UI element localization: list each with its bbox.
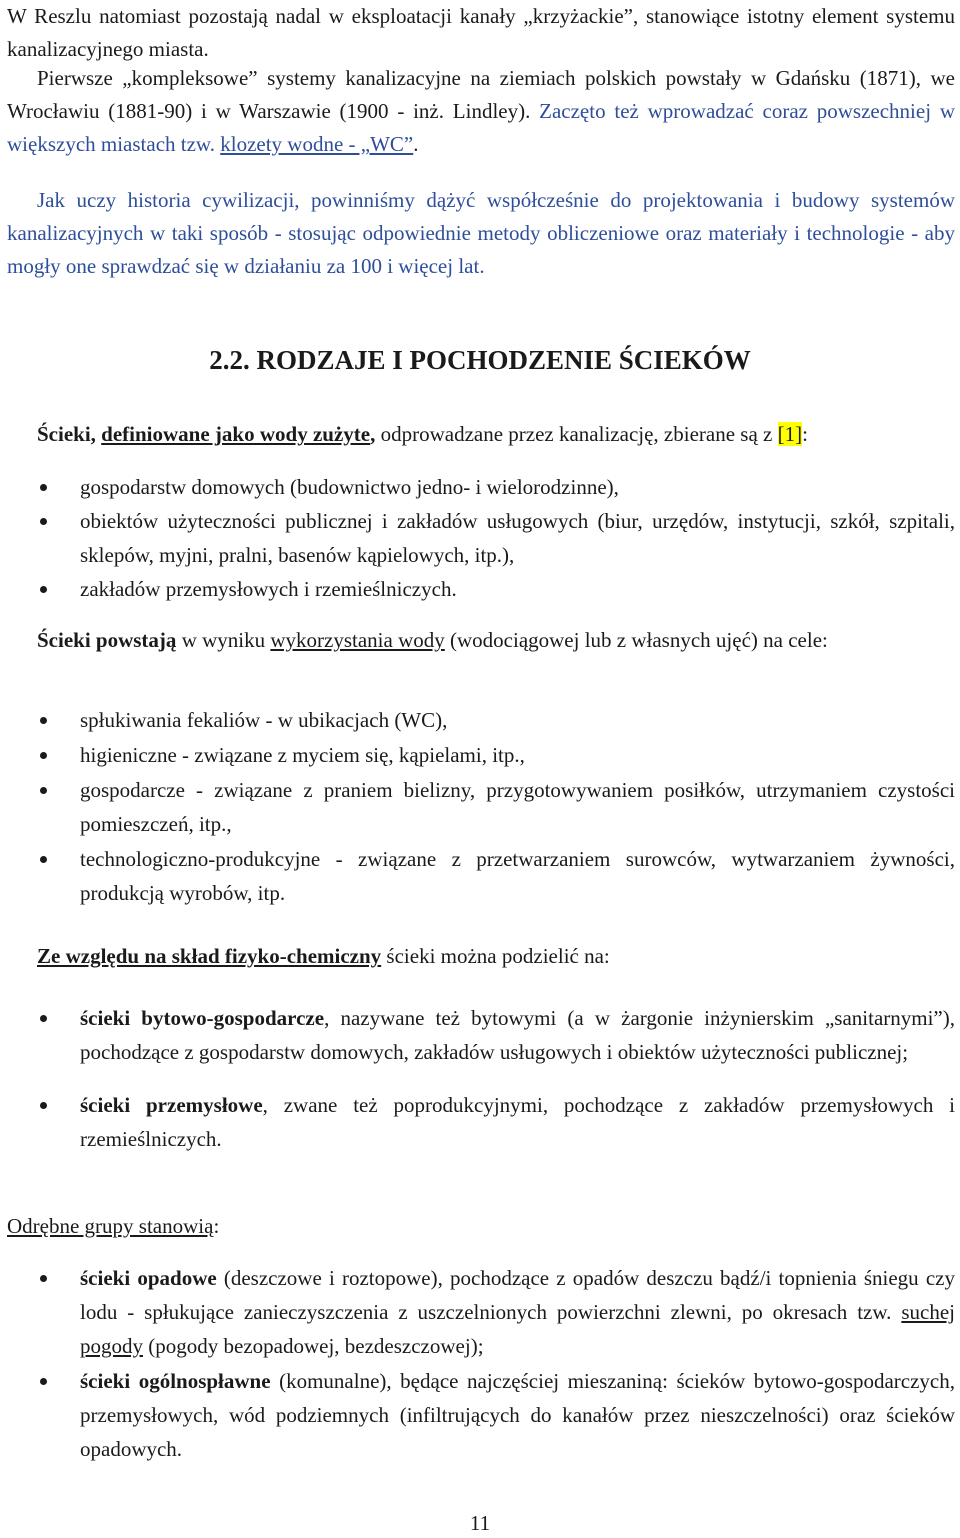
bullet-icon (40, 752, 47, 759)
list-item-text: (komunalne), będące najczęściej mieszaniną: ścieków bytowo-gospodarczych, przemysłowych, wód podziemnych (infiltrujących do kanałów przez nieszczelności) oraz ścieków opadowych. (80, 1369, 955, 1461)
list-item (0, 703, 960, 737)
definition-rest: odprowadzane przez kanalizację, zbierane są z (375, 422, 778, 446)
section-heading: 2.2. RODZAJE I POCHODZENIE ŚCIEKÓW (209, 345, 751, 375)
list-item (0, 1001, 960, 1069)
wc-intro-text: Zaczęto też wprowadzać coraz powszechniej w większych miastach tzw. (7, 99, 955, 156)
list-item-text: gospodarcze - związane z praniem bielizny, przygotowywaniem posiłków, utrzymaniem czystości pomieszczeń, itp., (80, 778, 955, 836)
list-item-text: , zwane też poprodukcyjnymi, pochodzące z zakładów przemysłowych i rzemieślniczych. (80, 1093, 955, 1151)
paragraph-history: Jak uczy historia cywilizacji, powinniśmy dążyć współcześnie do projektowania i budowy systemów kanalizacyjnych w taki sposób - stosując odpowiednie metody obliczeniowe oraz materiały i technologie - aby mogły one sprawdzać się w działaniu za 100 i więcej lat. (7, 188, 955, 278)
list-item-bold: ścieki bytowo-gospodarcze (80, 1006, 325, 1030)
bullet-icon (40, 484, 47, 491)
list-item-bold: ścieki opadowe (80, 1266, 217, 1290)
composition-rest: ścieki można podzielić na: (381, 944, 610, 968)
list-item-text-end: (pogody bezopadowej, bezdeszczowej); (143, 1334, 484, 1358)
purposes-list (0, 703, 960, 910)
wc-end: . (413, 132, 419, 156)
list-item-bold: ścieki przemysłowe (80, 1093, 263, 1117)
list-item (0, 504, 960, 572)
origin-text1: w wyniku (176, 628, 271, 652)
origin-lead (7, 624, 955, 657)
groups-link[interactable]: Odrębne grupy stanowią (7, 1214, 214, 1238)
origin-bold: Ścieki powstają (37, 628, 177, 652)
groups-heading (7, 1210, 955, 1243)
wc-link[interactable]: klozety wodne - „WC” (220, 132, 414, 156)
composition-heading (7, 940, 955, 973)
list-item (0, 773, 960, 841)
list-item-text: technologiczno-produkcyjne - związane z przetwarzaniem surowców, wytwarzaniem żywności, produkcją wyrobów, itp. (80, 847, 955, 905)
list-item (0, 1261, 960, 1363)
origin-text2: (wodociągowej lub z własnych ujęć) na cele: (444, 628, 828, 652)
groups-colon: : (213, 1214, 220, 1238)
list-item (0, 738, 960, 772)
bullet-icon (40, 717, 47, 724)
composition-list (0, 1001, 960, 1156)
first-systems-text: Pierwsze „kompleksowe” systemy kanalizacyjne na ziemiach polskich powstały w Gdańsku (1871), we Wrocławiu (1881-90) i w Warszawie (1900 - inż. Lindley). (7, 66, 955, 123)
list-item-bold: ścieki ogólnospławne (80, 1369, 271, 1393)
list-item-text: higieniczne - związane z myciem się, kąpielami, itp., (80, 743, 525, 767)
definition-lead (7, 418, 955, 451)
paragraph-first-systems (7, 62, 955, 161)
origin-link[interactable]: wykorzystania wody (270, 628, 445, 652)
groups-list (0, 1261, 960, 1466)
list-item-text: zakładów przemysłowych i rzemieślniczych. (80, 577, 457, 601)
definition-link[interactable]: definiowane jako wody zużyte (101, 422, 371, 446)
definition-colon: : (802, 422, 808, 446)
bullet-icon (40, 586, 47, 593)
sources-list (0, 470, 960, 606)
definition-bold: Ścieki, (37, 422, 102, 446)
dry-weather-link[interactable]: suchej pogody (80, 1300, 955, 1358)
list-item-text: gospodarstw domowych (budownictwo jedno- i wielorodzinne), (80, 475, 619, 499)
bullet-icon (40, 518, 47, 525)
bullet-icon (40, 1015, 47, 1022)
list-item (0, 1364, 960, 1466)
list-item (0, 1088, 960, 1156)
list-item-text: (deszczowe i roztopowe), pochodzące z opadów deszczu bądź/i topnienia śniegu czy lodu - spłukujące zanieczyszczenia z uszczelnionych powierzchni zlewni, po okresach tzw. (80, 1266, 955, 1324)
bullet-icon (40, 1275, 47, 1282)
list-item-text: , nazywane też bytowymi (a w żargonie inżynierskim „sanitarnymi”), pochodzące z gospodarstw domowych, zakładów usługowych i obiektów użyteczności publicznej; (80, 1006, 955, 1064)
list-item (0, 572, 960, 606)
definition-comma: , (370, 422, 376, 446)
list-item-text: spłukiwania fekaliów - w ubikacjach (WC), (80, 708, 448, 732)
list-item-text: obiektów użyteczności publicznej i zakładów usługowych (biur, urzędów, instytucji, szkół, szpitali, sklepów, myjni, pralni, basenów kąpielowych, itp.), (80, 509, 955, 567)
list-item (0, 842, 960, 910)
page-number: 11 (469, 1511, 491, 1535)
composition-link[interactable]: Ze względu na skład fizyko-chemiczny (37, 944, 382, 968)
bullet-icon (40, 856, 47, 863)
bullet-icon (40, 1378, 47, 1385)
bullet-icon (40, 1102, 47, 1109)
bullet-icon (40, 787, 47, 794)
paragraph-reszel: W Reszlu natomiast pozostają nadal w eksploatacji kanały „krzyżackie”, stanowiące istotny element systemu kanalizacyjnego miasta. (7, 4, 955, 61)
list-item (0, 470, 960, 504)
reference-1[interactable]: [1] (777, 422, 803, 446)
